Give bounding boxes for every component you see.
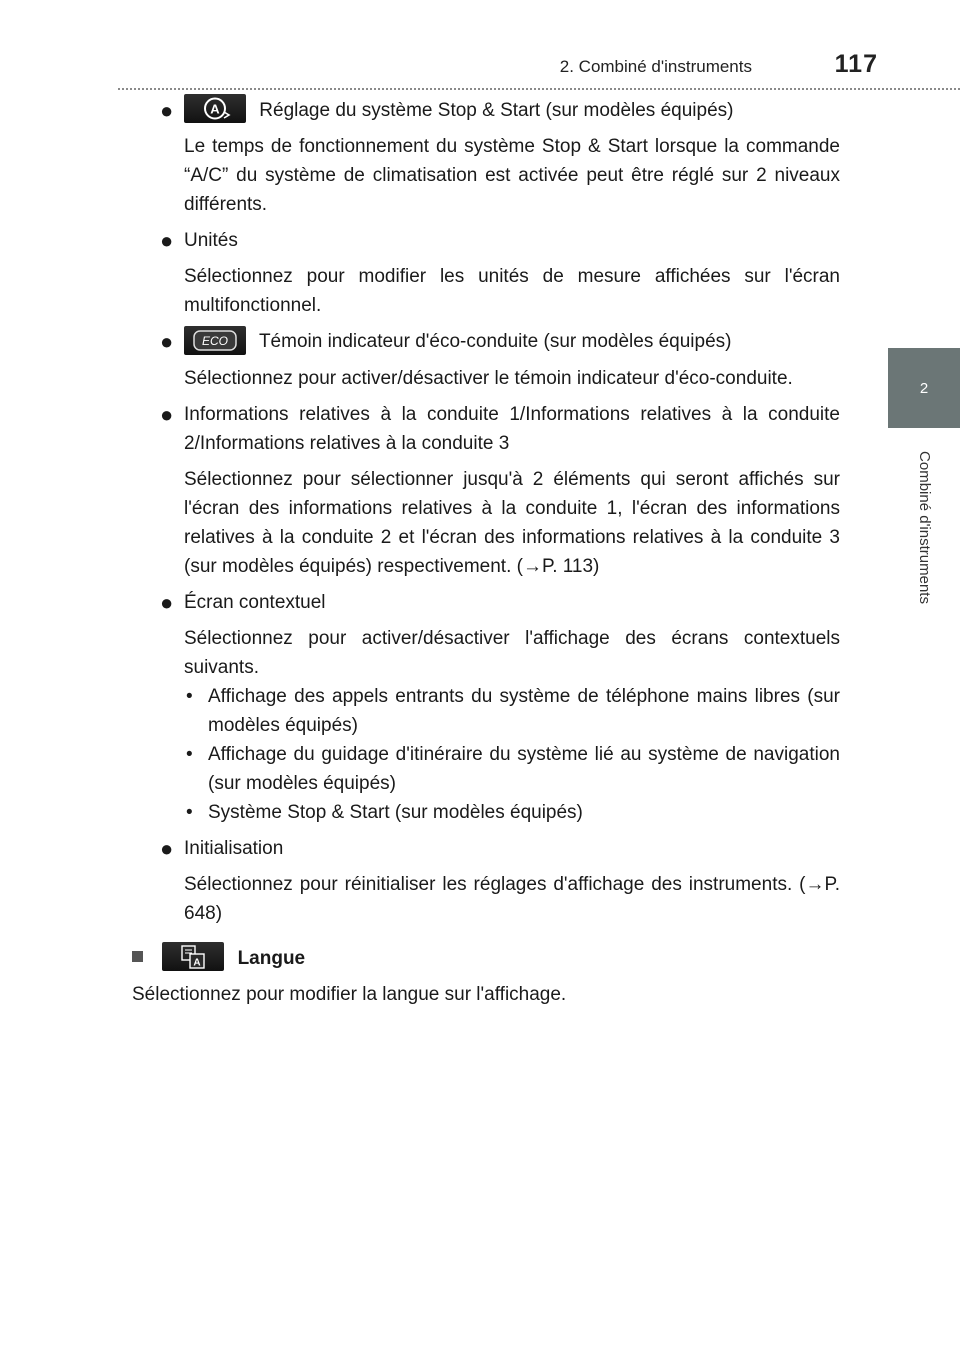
bullet: ●: [160, 401, 174, 427]
list-item: [158, 327, 840, 356]
item-body: Le temps de fonctionnement du système Stop & Start lorsque la commande “A/C” du système de climatisation est activée peut être réglé sur 2 niveaux différents.: [184, 136, 840, 216]
eco-icon: [184, 326, 246, 355]
sub-bullet: •: [186, 743, 193, 765]
chapter-tab: [888, 348, 960, 428]
item-body: Sélectionnez pour réinitialiser les réglages d'affichage des instruments. (→P. 648): [184, 873, 840, 924]
sub-item-text: Affichage des appels entrants du système de téléphone mains libres (sur modèles équipés): [208, 685, 840, 736]
sub-bullet: •: [186, 685, 193, 707]
item-title: Unités: [184, 230, 238, 252]
item-title: Réglage du système Stop & Start (sur modèles équipés): [259, 100, 734, 121]
page-number: 117: [834, 50, 878, 78]
section-title: Langue: [237, 947, 306, 969]
square-bullet: [132, 951, 143, 962]
section-language: [132, 944, 840, 1009]
item-title: Informations relatives à la conduite 1/Informations relatives à la conduite 2/Informations relatives à la conduite 3: [184, 403, 840, 454]
sub-list-item: [158, 798, 840, 827]
section-body: Sélectionnez pour modifier la langue sur l'affichage.: [132, 984, 567, 1006]
section-heading: [132, 944, 840, 973]
chapter-label: Combiné d'instruments: [915, 450, 933, 604]
list-item: [158, 588, 840, 617]
bullet: ●: [160, 589, 174, 615]
item-body: Sélectionnez pour activer/désactiver l'affichage des écrans contextuels suivants.: [184, 627, 840, 678]
header-divider: [118, 88, 960, 90]
item-title: Témoin indicateur d'éco-conduite (sur modèles équipés): [258, 331, 732, 353]
bullet: ●: [160, 329, 174, 355]
sub-item-text: Système Stop & Start (sur modèles équipés): [208, 801, 583, 823]
chapter-number: 2: [919, 379, 929, 397]
sub-list-item: [158, 682, 840, 740]
sub-list-item: [158, 740, 840, 798]
list-item: [158, 400, 840, 458]
language-icon: [162, 942, 224, 971]
list-item: [158, 96, 840, 125]
sub-bullet: •: [186, 801, 193, 823]
svg-text:A: A: [210, 101, 220, 117]
item-title: Écran contextuel: [184, 591, 326, 613]
item-body: Sélectionnez pour modifier les unités de mesure affichées sur l'écran multifonctionnel.: [184, 266, 840, 317]
main-content: [132, 96, 840, 1009]
ac-auto-icon: [184, 94, 246, 123]
bullet: ●: [160, 98, 174, 123]
item-title: Initialisation: [184, 837, 284, 859]
item-body: Sélectionnez pour activer/désactiver le témoin indicateur d'éco-conduite.: [184, 367, 793, 389]
item-body: Sélectionnez pour sélectionner jusqu'à 2 éléments qui seront affichés sur l'écran des informations relatives à la conduite 1, l'écran des informations relatives à la conduite 2 et l'écran des informations relatives à la conduite 3 (sur modèles équipés) respectivement. (→P. 113): [184, 468, 840, 577]
bullet: ●: [160, 228, 174, 254]
bullet: ●: [160, 835, 174, 861]
list-item: [158, 834, 840, 863]
svg-text:A: A: [193, 957, 201, 969]
sub-item-text: Affichage du guidage d'itinéraire du système lié au système de navigation (sur modèles équipés): [208, 743, 840, 794]
header-section-title: 2. Combiné d'instruments: [559, 57, 752, 76]
chapter-side-label: [888, 432, 960, 622]
svg-text:ECO: ECO: [201, 333, 229, 348]
list-item: [158, 226, 840, 255]
